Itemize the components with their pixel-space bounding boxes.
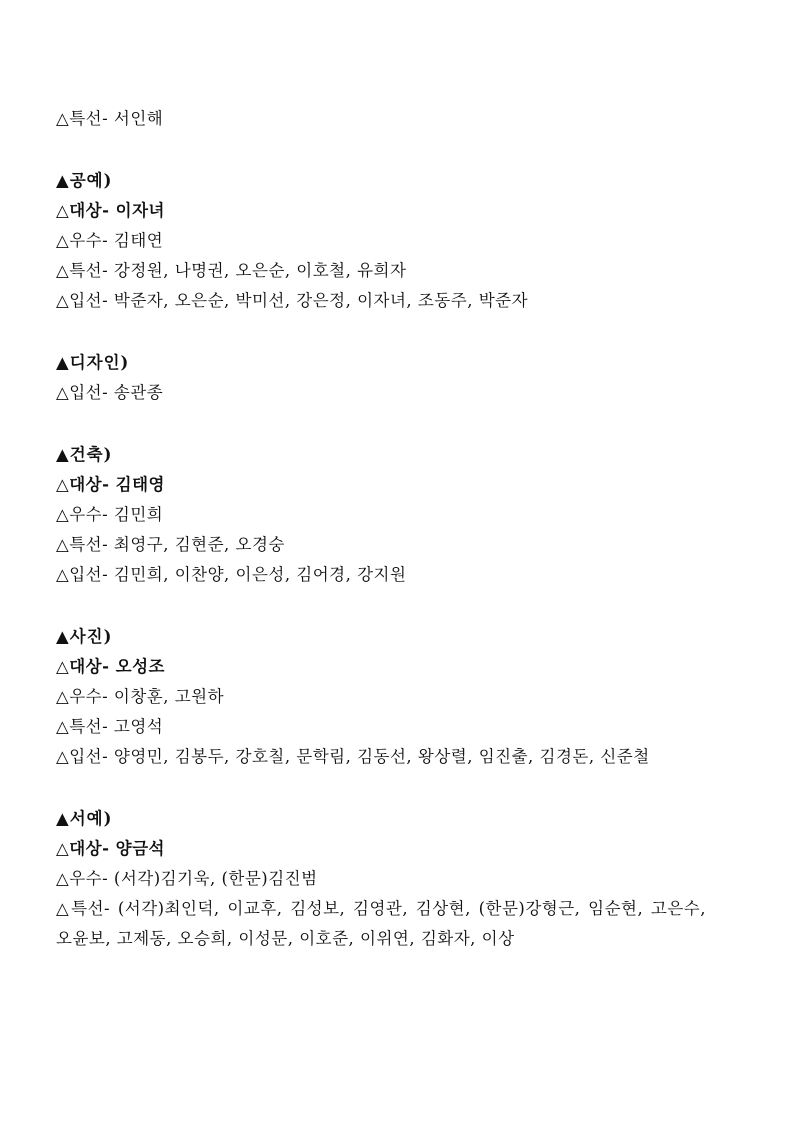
award-line: △특선- 강정원, 나명권, 오은순, 이호철, 유희자 [56,261,407,280]
award-section [56,348,706,408]
award-line: △대상- 오성조 [56,657,165,676]
award-line: △입선- 박준자, 오은순, 박미선, 강은정, 이자녀, 조동주, 박준자 [56,291,529,310]
section-spacer [56,772,706,804]
award-section [56,622,706,772]
section-title: ▲건축) [56,445,113,464]
award-section [56,804,706,954]
award-line: △대상- 김태영 [56,475,165,494]
section-spacer [56,408,706,440]
award-line: △대상- 이자녀 [56,201,165,220]
award-line: △입선- 송관종 [56,383,164,402]
section-title: ▲공예) [56,171,113,190]
section-spacer [56,590,706,622]
section-title: ▲서예) [56,809,113,828]
section-title: ▲디자인) [56,353,130,372]
award-line: △우수- 이창훈, 고원하 [56,687,225,706]
section-title: ▲사진) [56,627,113,646]
award-line: △우수- 김태연 [56,231,164,250]
award-line: △특선- 고영석 [56,717,164,736]
award-section [56,440,706,590]
award-line: △입선- 양영민, 김봉두, 강호칠, 문학림, 김동선, 왕상렬, 임진출, 김경돈, 신준철 [56,747,650,766]
award-line: △대상- 양금석 [56,839,165,858]
award-line: △우수- 김민희 [56,505,164,524]
award-line: △우수- (서각)김기욱, (한문)김진범 [56,869,318,888]
document-body [56,104,706,954]
intro-line: △특선- 서인해 [56,109,164,128]
award-section [56,166,706,316]
section-spacer [56,316,706,348]
section-spacer [56,134,706,166]
award-line: △입선- 김민희, 이찬양, 이은성, 김어경, 강지원 [56,565,407,584]
award-line: △특선- 최영구, 김현준, 오경숭 [56,535,285,554]
sections-container [56,134,706,954]
award-line: △특선- (서각)최인덕, 이교후, 김성보, 김영관, 김상현, (한문)강형근, 임순현, 고은수, 오윤보, 고제동, 오승희, 이성문, 이호준, 이위연, 김화자, 이상 [56,899,706,948]
